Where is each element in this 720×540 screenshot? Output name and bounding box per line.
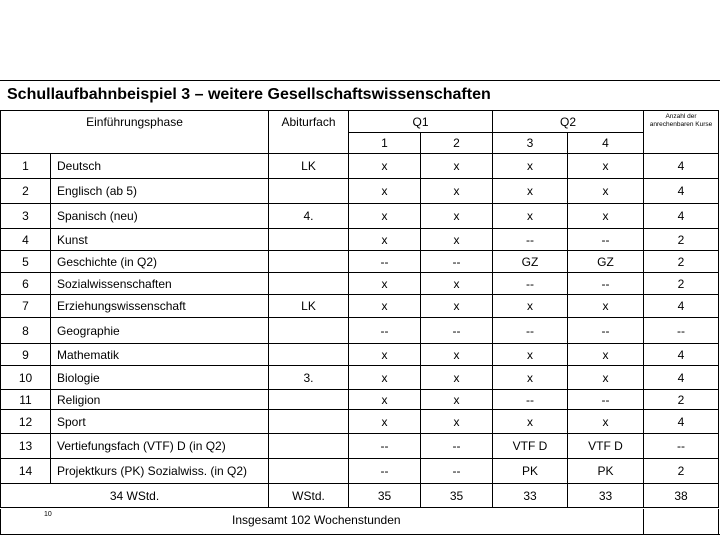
cell-anzahl: 4 <box>644 366 719 390</box>
cell-nr: 14 <box>1 459 51 484</box>
cell-nr: 9 <box>1 344 51 366</box>
cell-abi <box>269 410 349 434</box>
cell-s4: x <box>568 366 644 390</box>
sum-s2: 35 <box>421 484 493 508</box>
cell-s3: -- <box>493 318 568 344</box>
cell-nr: 1 <box>1 154 51 179</box>
cell-fach: Sozialwissenschaften <box>51 273 269 295</box>
cell-s1: x <box>349 410 421 434</box>
cell-fach: Mathematik <box>51 344 269 366</box>
table-row <box>1 204 719 229</box>
footer-border-right <box>643 509 644 535</box>
cell-s2: -- <box>421 251 493 273</box>
cell-s4: PK <box>568 459 644 484</box>
table-row <box>1 410 719 434</box>
cell-s3: x <box>493 366 568 390</box>
table-row <box>1 179 719 204</box>
footer-border-left <box>0 509 1 535</box>
cell-nr: 4 <box>1 229 51 251</box>
cell-s1: -- <box>349 459 421 484</box>
cell-s3: VTF D <box>493 434 568 459</box>
cell-s4: -- <box>568 229 644 251</box>
cell-s1: x <box>349 390 421 410</box>
cell-s4: x <box>568 204 644 229</box>
table-row <box>1 366 719 390</box>
cell-s1: x <box>349 295 421 318</box>
cell-anzahl: 2 <box>644 273 719 295</box>
table-row <box>1 318 719 344</box>
cell-nr: 11 <box>1 390 51 410</box>
cell-s2: x <box>421 273 493 295</box>
cell-s1: -- <box>349 318 421 344</box>
cell-s1: x <box>349 154 421 179</box>
cell-s1: -- <box>349 251 421 273</box>
header-q2: Q2 <box>493 111 644 133</box>
cell-s2: -- <box>421 459 493 484</box>
cell-s2: x <box>421 154 493 179</box>
header-semester-4: 4 <box>568 133 644 154</box>
cell-s3: x <box>493 179 568 204</box>
footer-border-edge <box>718 509 719 535</box>
header-row-1 <box>1 111 719 133</box>
cell-s2: -- <box>421 434 493 459</box>
cell-fach: Kunst <box>51 229 269 251</box>
sum-row <box>1 484 719 508</box>
cell-anzahl: 4 <box>644 154 719 179</box>
cell-abi <box>269 318 349 344</box>
cell-s4: -- <box>568 318 644 344</box>
cell-s4: x <box>568 410 644 434</box>
cell-nr: 7 <box>1 295 51 318</box>
header-einfuehrungsphase: Einführungsphase <box>1 111 269 154</box>
cell-s3: PK <box>493 459 568 484</box>
page-title: Schullaufbahnbeispiel 3 – weitere Gesellschaftswissenschaften <box>7 86 491 103</box>
header-semester-2: 2 <box>421 133 493 154</box>
cell-s2: x <box>421 204 493 229</box>
cell-abi: 4. <box>269 204 349 229</box>
cell-s2: x <box>421 295 493 318</box>
cell-s1: -- <box>349 434 421 459</box>
cell-anzahl: 4 <box>644 179 719 204</box>
cell-anzahl: 4 <box>644 204 719 229</box>
cell-s4: GZ <box>568 251 644 273</box>
cell-s3: -- <box>493 229 568 251</box>
cell-nr: 10 <box>1 366 51 390</box>
cell-s2: x <box>421 366 493 390</box>
cell-s3: -- <box>493 273 568 295</box>
table-row <box>1 295 719 318</box>
cell-s3: x <box>493 295 568 318</box>
cell-s1: x <box>349 273 421 295</box>
cell-s3: x <box>493 204 568 229</box>
cell-s4: x <box>568 344 644 366</box>
cell-s4: x <box>568 179 644 204</box>
cell-s1: x <box>349 179 421 204</box>
sum-abi: WStd. <box>269 484 349 508</box>
cell-abi: LK <box>269 295 349 318</box>
cell-s4: -- <box>568 273 644 295</box>
cell-fach: Erziehungswissenschaft <box>51 295 269 318</box>
cell-fach: Sport <box>51 410 269 434</box>
cell-s3: x <box>493 154 568 179</box>
sum-s1: 35 <box>349 484 421 508</box>
cell-anzahl: 4 <box>644 295 719 318</box>
cell-abi <box>269 434 349 459</box>
cell-s1: x <box>349 366 421 390</box>
cell-fach: Projektkurs (PK) Sozialwiss. (in Q2) <box>51 459 269 484</box>
table-row <box>1 229 719 251</box>
cell-s2: x <box>421 229 493 251</box>
cell-anzahl: 4 <box>644 410 719 434</box>
course-table <box>0 110 719 508</box>
cell-fach: Biologie <box>51 366 269 390</box>
cell-anzahl: 2 <box>644 459 719 484</box>
sum-anzahl: 38 <box>644 484 719 508</box>
cell-fach: Religion <box>51 390 269 410</box>
table-row <box>1 390 719 410</box>
cell-s4: x <box>568 154 644 179</box>
cell-s2: -- <box>421 318 493 344</box>
total-hours: Insgesamt 102 Wochenstunden <box>232 513 401 527</box>
cell-anzahl: -- <box>644 434 719 459</box>
cell-fach: Geschichte (in Q2) <box>51 251 269 273</box>
cell-nr: 13 <box>1 434 51 459</box>
cell-abi <box>269 273 349 295</box>
header-q1: Q1 <box>349 111 493 133</box>
cell-nr: 12 <box>1 410 51 434</box>
header-abiturfach: Abiturfach <box>269 111 349 154</box>
cell-abi: 3. <box>269 366 349 390</box>
cell-nr: 2 <box>1 179 51 204</box>
cell-s3: -- <box>493 390 568 410</box>
cell-anzahl: 2 <box>644 390 719 410</box>
table-row <box>1 251 719 273</box>
table-row <box>1 459 719 484</box>
cell-s2: x <box>421 179 493 204</box>
cell-s2: x <box>421 410 493 434</box>
sum-s4: 33 <box>568 484 644 508</box>
cell-nr: 5 <box>1 251 51 273</box>
table-row <box>1 154 719 179</box>
cell-fach: Vertiefungsfach (VTF) D (in Q2) <box>51 434 269 459</box>
header-semester-1: 1 <box>349 133 421 154</box>
cell-anzahl: 2 <box>644 251 719 273</box>
cell-nr: 6 <box>1 273 51 295</box>
page-number: 10 <box>44 511 52 518</box>
header-anzahl: Anzahl der anrechenbaren Kurse <box>644 111 719 154</box>
cell-abi <box>269 344 349 366</box>
header-semester-3: 3 <box>493 133 568 154</box>
cell-s2: x <box>421 390 493 410</box>
sum-wstd: 34 WStd. <box>1 484 269 508</box>
cell-abi <box>269 229 349 251</box>
table-row <box>1 434 719 459</box>
cell-fach: Englisch (ab 5) <box>51 179 269 204</box>
cell-abi <box>269 390 349 410</box>
cell-s4: VTF D <box>568 434 644 459</box>
cell-fach: Deutsch <box>51 154 269 179</box>
cell-nr: 3 <box>1 204 51 229</box>
cell-abi <box>269 179 349 204</box>
cell-anzahl: -- <box>644 318 719 344</box>
cell-s2: x <box>421 344 493 366</box>
cell-abi: LK <box>269 154 349 179</box>
cell-s4: -- <box>568 390 644 410</box>
cell-s3: x <box>493 344 568 366</box>
cell-s3: GZ <box>493 251 568 273</box>
sum-s3: 33 <box>493 484 568 508</box>
cell-anzahl: 4 <box>644 344 719 366</box>
cell-s1: x <box>349 229 421 251</box>
cell-abi <box>269 251 349 273</box>
cell-s1: x <box>349 344 421 366</box>
cell-fach: Geographie <box>51 318 269 344</box>
table-row <box>1 344 719 366</box>
cell-s1: x <box>349 204 421 229</box>
table-row <box>1 273 719 295</box>
cell-abi <box>269 459 349 484</box>
cell-s4: x <box>568 295 644 318</box>
cell-nr: 8 <box>1 318 51 344</box>
cell-s3: x <box>493 410 568 434</box>
cell-anzahl: 2 <box>644 229 719 251</box>
cell-fach: Spanisch (neu) <box>51 204 269 229</box>
